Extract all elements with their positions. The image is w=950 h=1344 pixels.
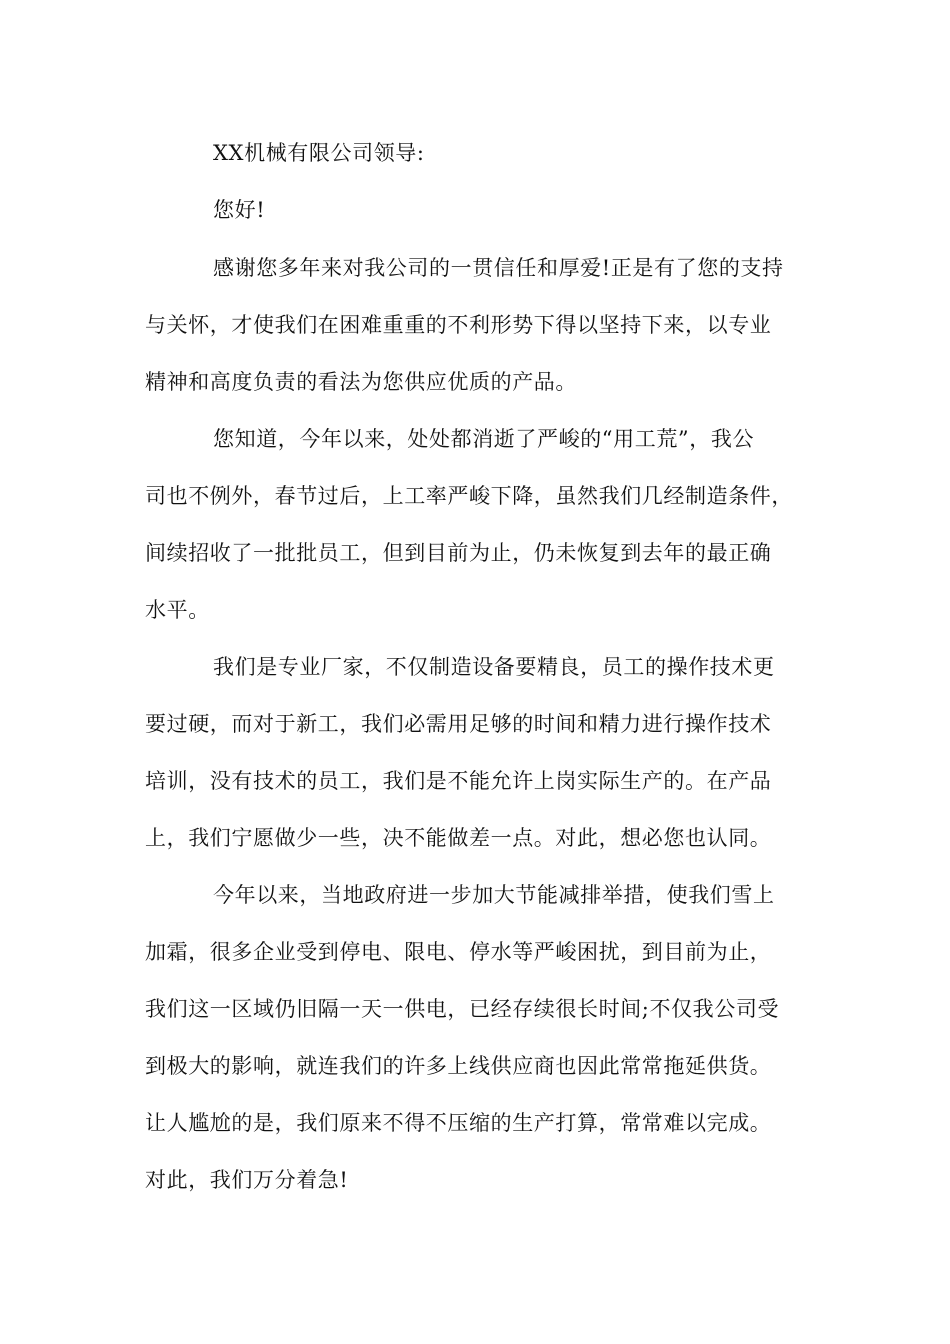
paragraph-4-line-3: 我们这一区域仍旧隔一天一供电，已经存续很长时间;不仅我公司受 bbox=[145, 997, 780, 1021]
paragraph-3-line-1: 我们是专业厂家，不仅制造设备要精良，员工的操作技术更 bbox=[213, 655, 775, 679]
paragraph-1-line-1: 感谢您多年来对我公司的一贯信任和厚爱!正是有了您的支持 bbox=[213, 256, 784, 280]
paragraph-2-line-4: 水平。 bbox=[145, 598, 210, 622]
paragraph-4-line-5: 让人尴尬的是，我们原来不得不压缩的生产打算，常常难以完成。 bbox=[145, 1111, 772, 1135]
paragraph-3-line-2: 要过硬，而对于新工，我们必需用足够的时间和精力进行操作技术 bbox=[145, 712, 772, 736]
paragraph-4-line-4: 到极大的影响，就连我们的许多上线供应商也因此常常拖延供货。 bbox=[145, 1054, 772, 1078]
greeting: 您好! bbox=[213, 198, 266, 222]
paragraph-2-line-1: 您知道，今年以来，处处都消逝了严峻的“用工荒”，我公 bbox=[213, 427, 755, 451]
paragraph-4-line-2: 加霜，很多企业受到停电、限电、停水等严峻困扰，到目前为止， bbox=[145, 940, 772, 964]
paragraph-2-line-2: 司也不例外，春节过后，上工率严峻下降，虽然我们几经制造条件， bbox=[145, 484, 793, 508]
paragraph-4-line-6: 对此，我们万分着急! bbox=[145, 1168, 349, 1192]
paragraph-3-line-4: 上，我们宁愿做少一些，决不能做差一点。对此，想必您也认同。 bbox=[145, 826, 772, 850]
paragraph-1-line-3: 精神和高度负责的看法为您供应优质的产品。 bbox=[145, 370, 577, 394]
paragraph-3-line-3: 培训，没有技术的员工，我们是不能允许上岗实际生产的。在产品 bbox=[145, 769, 772, 793]
paragraph-1-line-2: 与关怀，才使我们在困难重重的不利形势下得以坚持下来，以专业 bbox=[145, 313, 772, 337]
paragraph-4-line-1: 今年以来，当地政府进一步加大节能减排举措，使我们雪上 bbox=[213, 883, 775, 907]
paragraph-2-line-3: 间续招收了一批批员工，但到目前为止，仍未恢复到去年的最正确 bbox=[145, 541, 772, 565]
salutation: XX机械有限公司领导: bbox=[213, 141, 425, 165]
